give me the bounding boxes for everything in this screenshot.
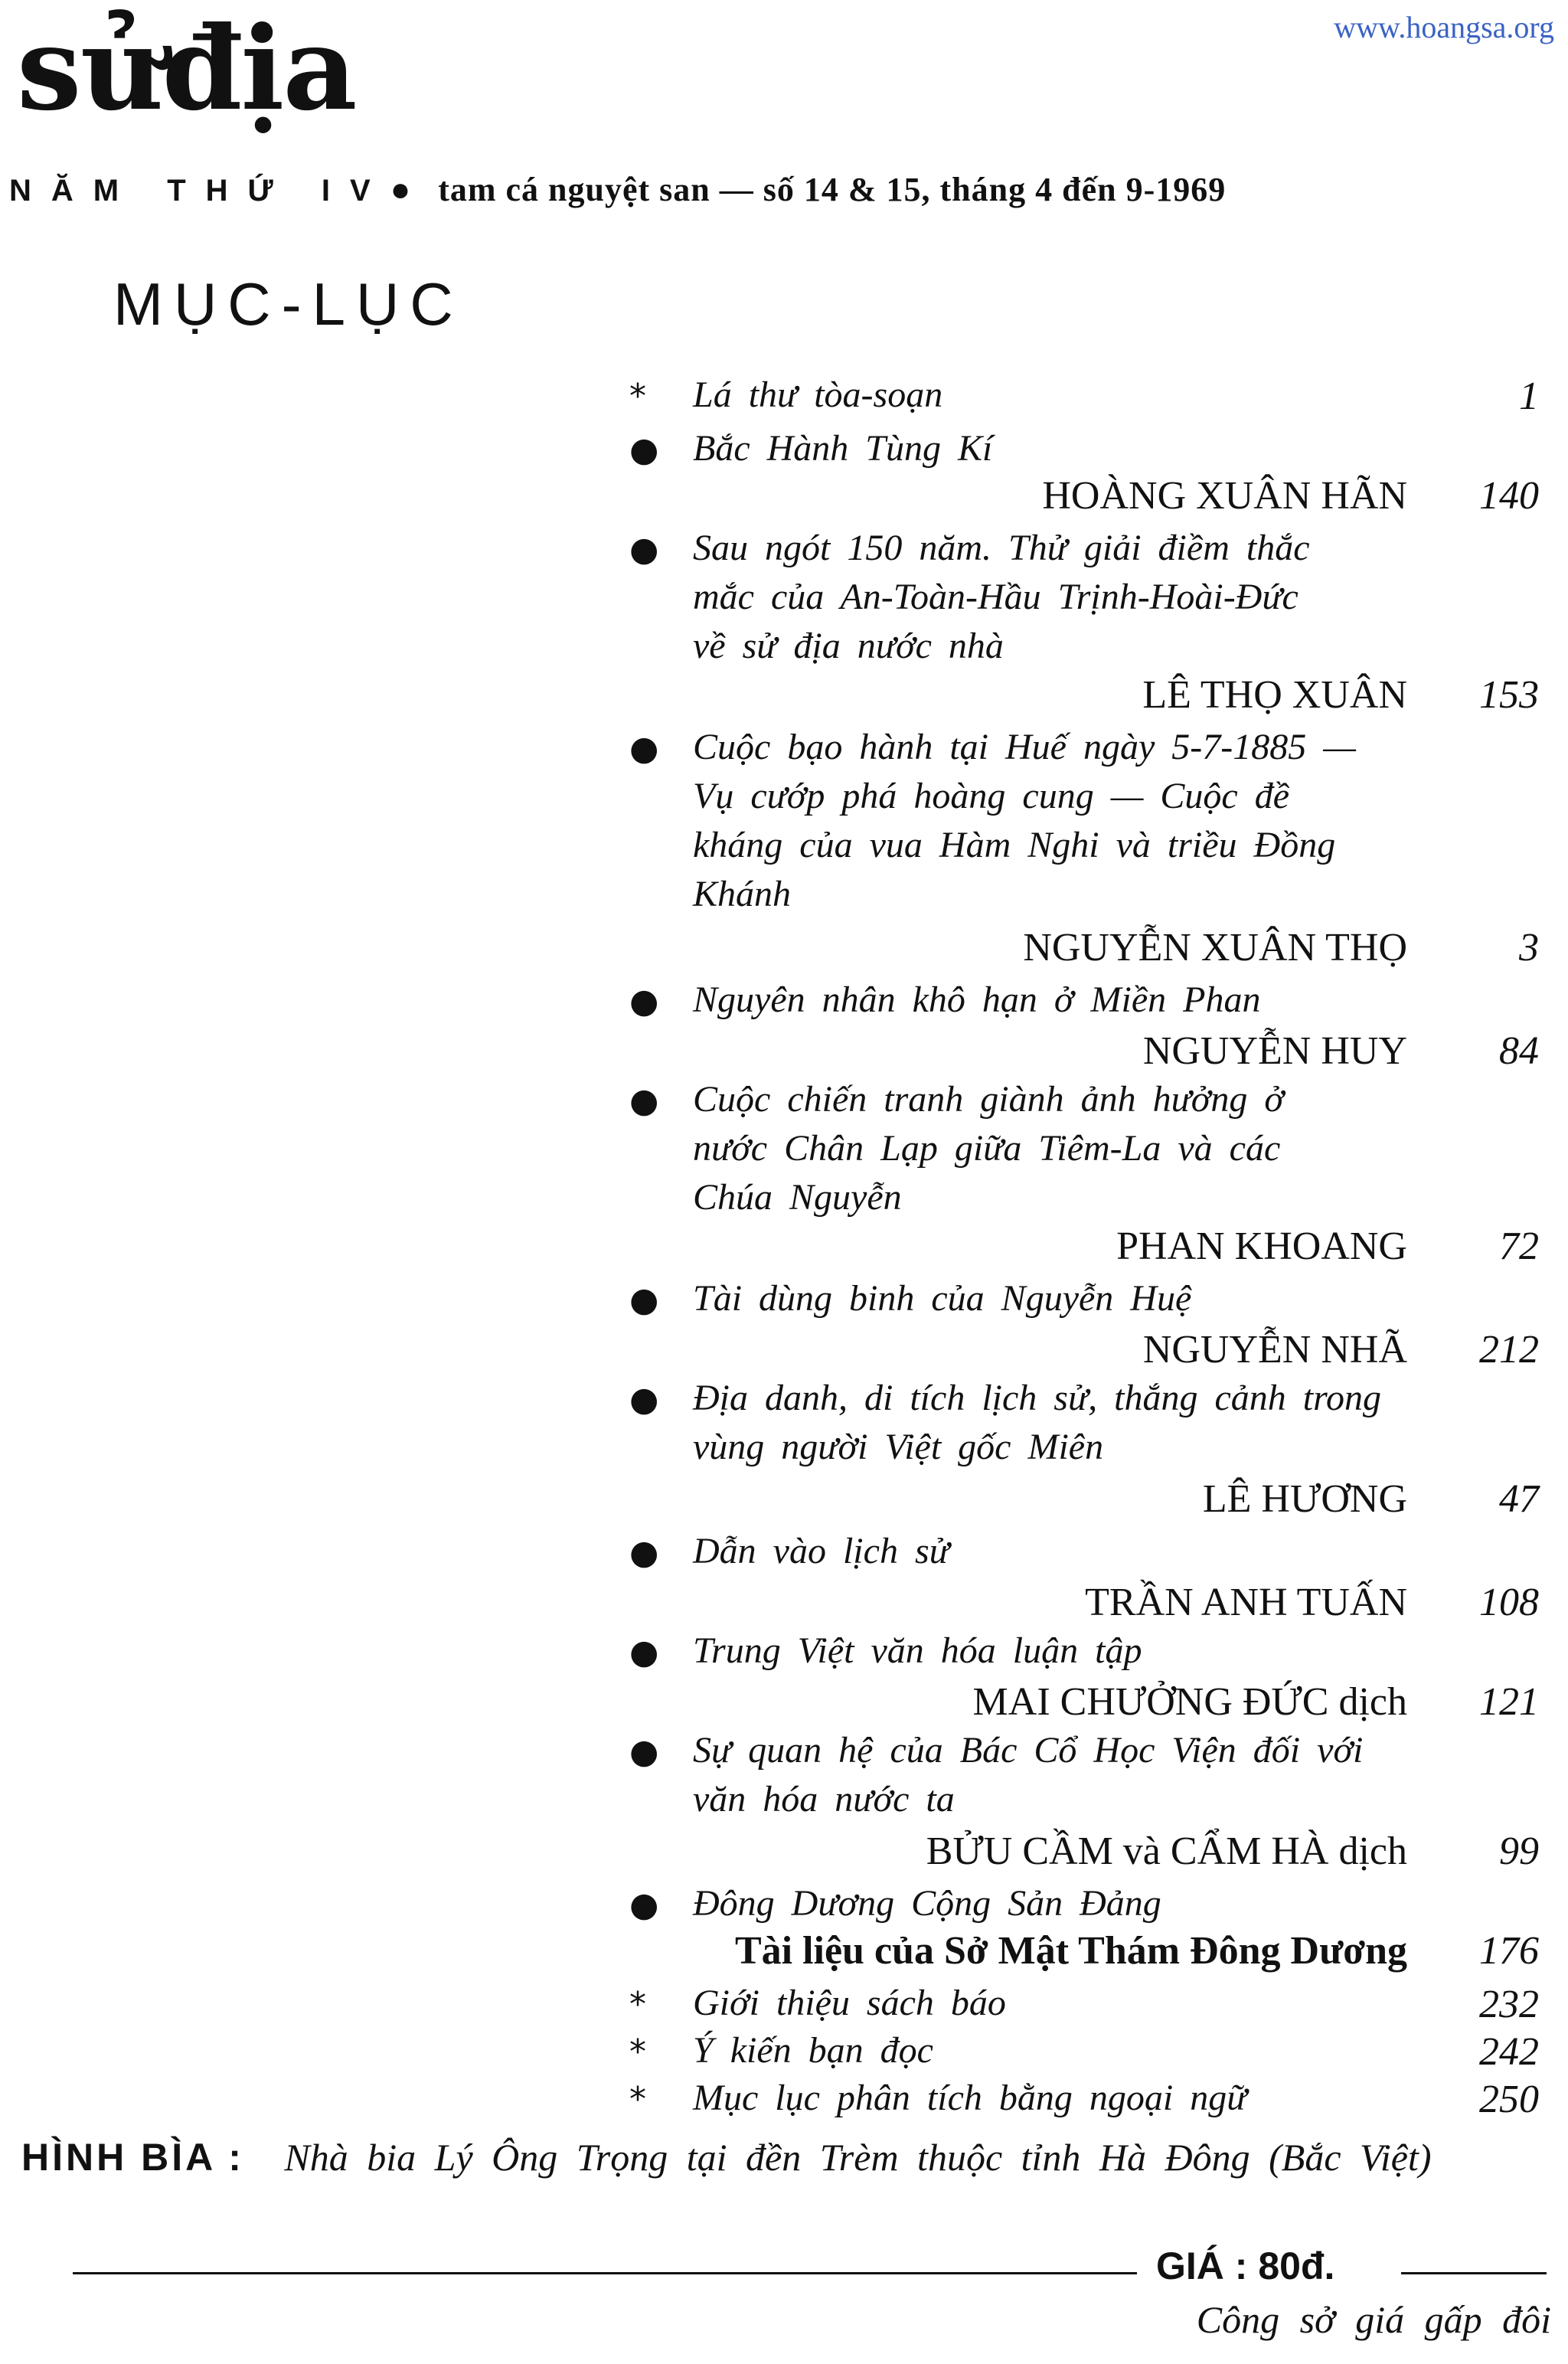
dot-bullet-icon: ● [629,430,659,469]
toc-entry-title: Giới thiệu sách báo [693,1983,1006,2023]
toc-entry-page: 1 [1519,374,1539,418]
dot-bullet-icon: ● [629,729,659,768]
divider-rule [73,2272,1137,2274]
cover-caption [21,2135,1553,2179]
toc-entry-title: văn hóa nước ta [693,1779,955,1820]
toc-entry-title: Chúa Nguyễn [693,1177,902,1218]
toc-entry-title: Vụ cướp phá hoàng cung — Cuộc đề [693,776,1290,816]
toc-entry-author: Tài liệu của Sở Mật Thám Đông Dương [734,1929,1407,1973]
toc-entry-title: Tài dùng binh của Nguyễn Huệ [693,1278,1192,1319]
toc-entry-title: kháng của vua Hàm Nghi và triều Đồng [693,825,1336,865]
site-url[interactable]: www.hoangsa.org [1334,10,1554,44]
toc-entry-title: Mục lục phân tích bằng ngoại ngữ [693,2078,1247,2118]
dot-bullet-icon: ● [629,1885,659,1924]
price-label: GIÁ : 80đ. [1156,2245,1335,2287]
toc-entry-page: 84 [1499,1029,1539,1073]
toc-entry-page: 212 [1479,1328,1539,1372]
toc-entry-page: 250 [1479,2078,1539,2121]
dot-bullet-icon: ● [629,1732,659,1771]
toc-entry-title: Trung Việt văn hóa luận tập [693,1630,1142,1671]
toc-entry-page: 108 [1479,1581,1539,1624]
toc-entry-author: TRẦN ANH TUẤN [1085,1581,1407,1624]
toc-entry-author: BỬU CẦM và CẨM HÀ dịch [926,1829,1407,1873]
asterisk-bullet-icon: * [629,1985,646,2024]
toc-entry-title: mắc của An-Toàn-Hầu Trịnh-Hoài-Đức [693,577,1298,617]
toc-entry-author: LÊ THỌ XUÂN [1142,673,1407,717]
dot-bullet-icon: ● [629,1633,659,1672]
toc-entry-title: Cuộc chiến tranh giành ảnh hưởng ở [693,1079,1285,1120]
asterisk-bullet-icon: * [629,377,646,416]
volume-label: NĂM THỨ IV [9,174,390,208]
toc-entry-title: Nguyên nhân khô hạn ở Miền Phan [693,979,1261,1020]
dot-bullet-icon: ● [629,1380,659,1419]
toc-entry-page: 153 [1479,673,1539,717]
toc-entry-title: nước Chân Lạp giữa Tiêm-La và các [693,1128,1281,1169]
toc-entry-page: 232 [1479,1983,1539,2026]
toc-title: MỤC-LỤC [113,270,464,338]
toc-entry-title: vùng người Việt gốc Miên [693,1427,1104,1467]
toc-entry-title: Đông Dương Cộng Sản Đảng [693,1883,1161,1924]
toc-entry-author: HOÀNG XUÂN HÃN [1042,474,1407,518]
toc-entry-title: Khánh [693,874,792,914]
toc-entry-title: Sự quan hệ của Bác Cổ Học Viện đối với [693,1730,1364,1771]
toc-entry-page: 47 [1499,1477,1539,1521]
toc-entry-author: NGUYỄN NHÃ [1142,1328,1407,1372]
cover-label: HÌNH BÌA : [21,2136,244,2179]
separator-dot-icon: ● [390,171,411,208]
masthead-title: sửđịa [17,2,356,136]
toc-entry-title: Cuộc bạo hành tại Huế ngày 5-7-1885 — [693,727,1356,767]
toc-entry-page: 72 [1499,1225,1539,1268]
toc-entry-page: 176 [1479,1929,1539,1973]
toc-entry-title: Địa danh, di tích lịch sử, thắng cảnh trong [693,1378,1382,1418]
asterisk-bullet-icon: * [629,2032,646,2071]
toc-entry-title: Sau ngót 150 năm. Thử giải điềm thắc [693,528,1310,568]
toc-entry-author: LÊ HƯƠNG [1202,1477,1407,1521]
toc-entry-title: Lá thư tòa-soạn [693,374,943,415]
divider-rule [1401,2272,1547,2274]
dot-bullet-icon: ● [629,982,659,1021]
dot-bullet-icon: ● [629,1081,659,1120]
toc-entry-title: Dẫn vào lịch sử [693,1531,949,1571]
toc-entry-author: MAI CHƯỞNG ĐỨC dịch [972,1680,1407,1724]
toc-entry-author: PHAN KHOANG [1116,1225,1407,1268]
toc-entry-title: Bắc Hành Tùng Kí [693,428,993,469]
toc-entry-page: 3 [1519,926,1539,969]
issue-info: tam cá nguyệt san — số 14 & 15, tháng 4 đến 9-1969 [438,171,1227,208]
cover-text: Nhà bia Lý Ông Trọng tại đền Trèm thuộc tỉnh Hà Đông (Bắc Việt) [284,2136,1432,2179]
asterisk-bullet-icon: * [629,2080,646,2119]
dot-bullet-icon: ● [629,1280,659,1319]
toc-entry-page: 242 [1479,2030,1539,2074]
dot-bullet-icon: ● [629,530,659,569]
toc-entry-title: Ý kiến bạn đọc [693,2030,933,2071]
toc-entry-page: 140 [1479,474,1539,518]
toc-entry-author: NGUYỄN HUY [1142,1029,1407,1073]
toc-entry-author: NGUYỄN XUÂN THỌ [1023,926,1407,969]
dot-bullet-icon: ● [629,1533,659,1572]
toc-entry-page: 99 [1499,1829,1539,1873]
toc-entry-page: 121 [1479,1680,1539,1724]
toc-entry-title: về sử địa nước nhà [693,626,1004,666]
price-note: Công sở giá gấp đôi [1196,2298,1551,2341]
